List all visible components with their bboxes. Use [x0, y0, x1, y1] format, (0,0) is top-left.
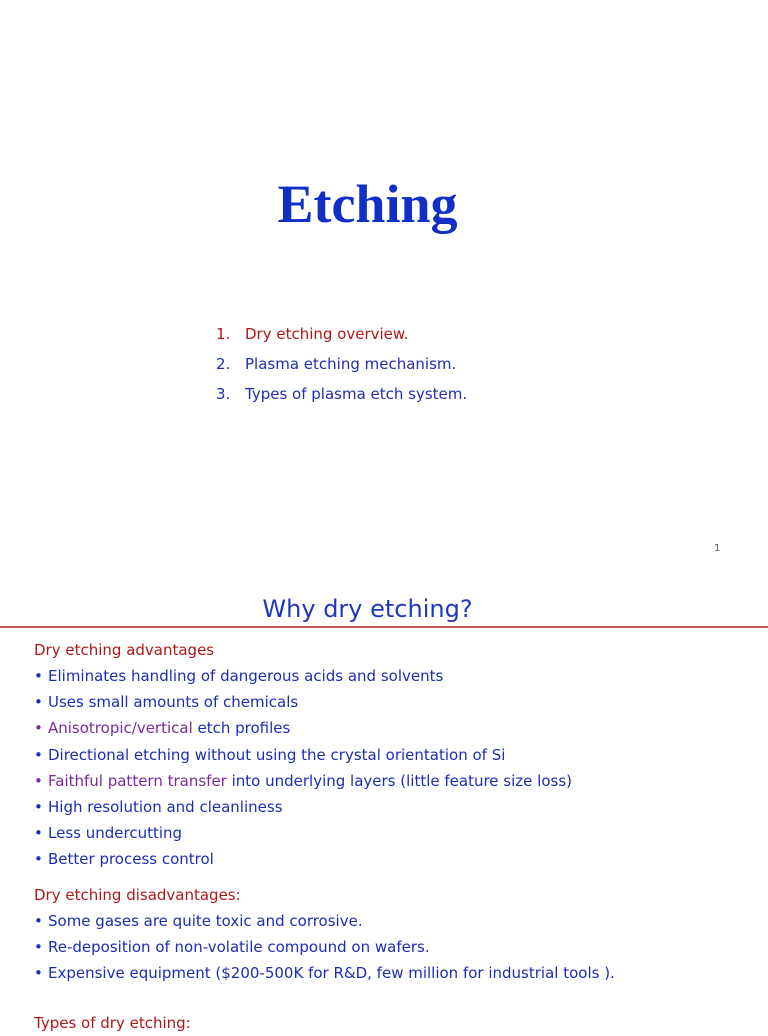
disadvantages-list: [34, 908, 615, 987]
list-item: • Anisotropic/vertical etch profiles: [34, 715, 572, 741]
section-heading: Types of dry etching:: [34, 1014, 191, 1032]
list-item: • Eliminates handling of dangerous acids and solvents: [34, 663, 572, 689]
page-number: 1: [714, 543, 721, 554]
title-divider: [0, 626, 768, 628]
slide-title: Etching: [277, 174, 458, 234]
outline-item: 3. Types of plasma etch system.: [216, 385, 468, 403]
outline-item: 2. Plasma etching mechanism.: [216, 355, 457, 373]
outline-item: 1. Dry etching overview.: [216, 325, 409, 343]
list-item: • Some gases are quite toxic and corrosive.: [34, 908, 615, 934]
list-item: • Uses small amounts of chemicals: [34, 689, 572, 715]
advantages-section: [34, 637, 572, 873]
slide-title: Why dry etching?: [262, 595, 473, 623]
section-heading: Dry etching advantages: [34, 641, 215, 659]
list-item: • Expensive equipment ($200-500K for R&D, few million for industrial tools ).: [34, 960, 615, 986]
list-item: • Less undercutting: [34, 820, 572, 846]
section-heading: Dry etching disadvantages:: [34, 886, 241, 904]
slide-2: [0, 576, 768, 1032]
list-item: • High resolution and cleanliness: [34, 794, 572, 820]
list-item: • Better process control: [34, 846, 572, 872]
disadvantages-section: [34, 882, 615, 987]
list-item: • Directional etching without using the crystal orientation of Si: [34, 742, 572, 768]
advantages-list: [34, 663, 572, 873]
outline-list: [216, 319, 467, 409]
list-item: • Faithful pattern transfer into underlying layers (little feature size loss): [34, 768, 572, 794]
list-item: • Re-deposition of non-volatile compound on wafers.: [34, 934, 615, 960]
types-section: [34, 1010, 191, 1036]
